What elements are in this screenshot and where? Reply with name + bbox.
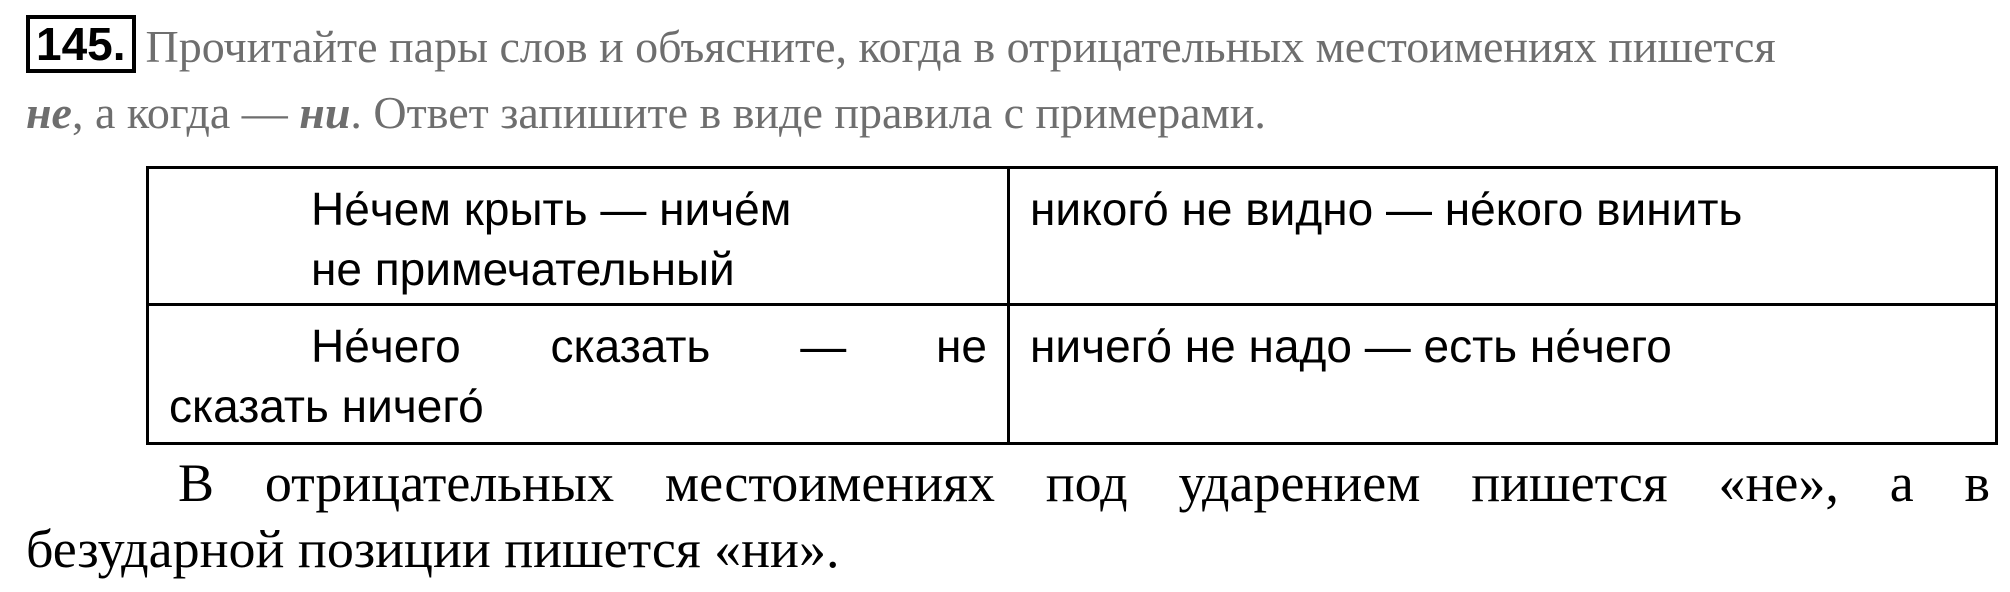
cell-text-line: сказать ничего́ (169, 380, 484, 432)
answer-line-1: В отрицательных местоимениях под ударением пишется «не», а в (178, 453, 1990, 513)
table-cell-left (148, 305, 1009, 444)
table-cell-right (1009, 168, 1997, 305)
exercise-block (26, 14, 1986, 146)
instruction-line-1 (26, 14, 1986, 80)
answer-line-2: безударной позиции пишется «ни». (26, 519, 840, 579)
exercise-number: 145. (26, 15, 136, 73)
instruction-text: Прочитайте пары слов и объясните, когда в отрицательных местоимениях пишется (145, 21, 1776, 72)
answer-rule (26, 450, 1990, 582)
cell-text-line: никого́ не видно — не́кого винить (1030, 183, 1743, 235)
table-cell-left (148, 168, 1009, 305)
word-pairs-table (146, 166, 1998, 445)
instruction-line-2 (26, 80, 1986, 146)
instruction-connector-1: , а когда — (71, 87, 300, 138)
cell-text-line: не примечательный (311, 243, 735, 295)
cell-text-line: Не́чем крыть — ниче́м (311, 183, 792, 235)
instruction-connector-2: . Ответ запишите в виде правила с примерами. (350, 87, 1266, 138)
particle-ne: не (26, 87, 72, 138)
particle-ni: ни (299, 87, 351, 138)
table-cell-right (1009, 305, 1997, 444)
table-row (148, 168, 1997, 305)
cell-text-line: ничего́ не надо — есть не́чего (1030, 320, 1672, 372)
cell-text-line: Не́чего сказать — не (311, 320, 987, 372)
table-row (148, 305, 1997, 444)
